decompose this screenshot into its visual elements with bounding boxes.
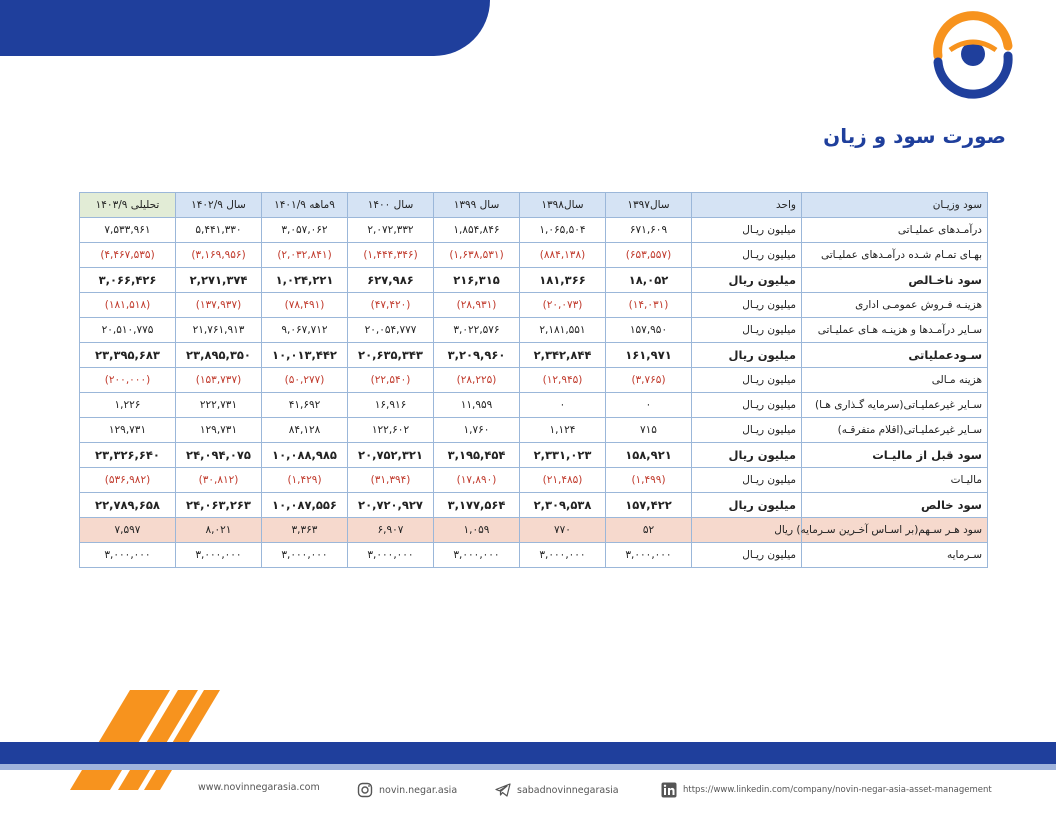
table-cell: (۳۰,۸۱۲) [176, 468, 262, 493]
column-header: سال ۱۴۰۰ [348, 193, 434, 218]
table-cell: ۴۱,۶۹۲ [262, 393, 348, 418]
table-cell: ۳,۰۰۰,۰۰۰ [434, 543, 520, 568]
table-cell: (۱۸۱,۵۱۸) [80, 293, 176, 318]
table-row [80, 368, 988, 393]
instagram-handle[interactable]: novin.negar.asia [379, 784, 458, 796]
table-cell: ۱۵۸,۹۲۱ [606, 443, 692, 468]
table-row [80, 293, 988, 318]
table-row [80, 268, 988, 293]
table-cell: ۸,۰۲۱ [176, 518, 262, 543]
table-row [80, 518, 988, 543]
table-cell: (۷۸,۴۹۱) [262, 293, 348, 318]
row-unit: میلیون ریـال [692, 368, 802, 393]
row-unit: میلیون ریال [692, 493, 802, 518]
page-title: صورت سود و زیان [823, 124, 1006, 148]
table-cell: ۲۲,۷۸۹,۶۵۸ [80, 493, 176, 518]
table-cell: ۱,۸۵۴,۸۴۶ [434, 218, 520, 243]
table-cell: (۲۸,۲۲۵) [434, 368, 520, 393]
telegram-icon [495, 782, 511, 798]
table-cell: ۲۳,۸۹۵,۳۵۰ [176, 343, 262, 368]
table-cell: ۲,۱۸۱,۵۵۱ [520, 318, 606, 343]
website-link[interactable]: www.novinnegarasia.com [198, 782, 320, 793]
table-cell: ۱,۰۶۵,۵۰۴ [520, 218, 606, 243]
table-cell: ۱۲۹,۷۳۱ [176, 418, 262, 443]
table-cell: ۶,۹۰۷ [348, 518, 434, 543]
table-cell: ۱۶۱,۹۷۱ [606, 343, 692, 368]
table-cell: ۲,۲۷۱,۳۷۴ [176, 268, 262, 293]
table-cell: (۱,۴۴۴,۳۴۶) [348, 243, 434, 268]
row-label: سـرمایه [802, 543, 988, 568]
table-cell: ۶۲۷,۹۸۶ [348, 268, 434, 293]
table-cell: ۱۶,۹۱۶ [348, 393, 434, 418]
table-cell: ۱۰,۰۱۳,۴۴۲ [262, 343, 348, 368]
table-cell: (۵۳۶,۹۸۲) [80, 468, 176, 493]
table-cell: (۲۲,۵۴۰) [348, 368, 434, 393]
table-cell: ۳,۰۲۲,۵۷۶ [434, 318, 520, 343]
table-cell: ۰ [606, 393, 692, 418]
table-cell: (۱,۶۳۸,۵۳۱) [434, 243, 520, 268]
footer-stripes-decoration [70, 690, 240, 790]
table-cell: ۳,۱۹۵,۴۵۴ [434, 443, 520, 468]
table-cell: ۳,۲۰۹,۹۶۰ [434, 343, 520, 368]
row-label: سود هـر سـهم(بر اسـاس آخـرین سـرمایه) ریال [802, 518, 988, 543]
table-cell: (۳۱,۳۹۴) [348, 468, 434, 493]
table-cell: ۱,۷۶۰ [434, 418, 520, 443]
footer-band-light [0, 764, 1056, 770]
instagram-icon [357, 782, 373, 798]
table-cell: ۲۴,۰۹۴,۰۷۵ [176, 443, 262, 468]
table-cell: (۸۸۴,۱۳۸) [520, 243, 606, 268]
table-cell: ۲۱,۷۶۱,۹۱۳ [176, 318, 262, 343]
table-cell: ۹,۰۶۷,۷۱۲ [262, 318, 348, 343]
table-cell: ۱۵۷,۴۲۲ [606, 493, 692, 518]
table-cell: ۷۱۵ [606, 418, 692, 443]
column-header: سال۱۳۹۷ [606, 193, 692, 218]
column-header: سود وزیـان [802, 193, 988, 218]
table-header-row [80, 193, 988, 218]
table-cell: ۸۴,۱۲۸ [262, 418, 348, 443]
row-unit: میلیون ریال [692, 268, 802, 293]
row-label: سود خالص [802, 493, 988, 518]
table-cell: ۱,۰۵۹ [434, 518, 520, 543]
row-unit: میلیون ریـال [692, 293, 802, 318]
income-statement-table [79, 192, 988, 568]
row-unit: میلیون ریـال [692, 218, 802, 243]
table-cell: (۶۵۳,۵۵۷) [606, 243, 692, 268]
table-cell: ۳,۰۰۰,۰۰۰ [176, 543, 262, 568]
column-header: سال ۱۳۹۹ [434, 193, 520, 218]
column-header: تحلیلی ۱۴۰۳/۹ [80, 193, 176, 218]
table-row [80, 393, 988, 418]
table-cell: (۲۸,۹۳۱) [434, 293, 520, 318]
table-cell: ۲,۰۷۲,۳۳۲ [348, 218, 434, 243]
table-cell: (۵۰,۲۷۷) [262, 368, 348, 393]
column-header: سال۱۳۹۸ [520, 193, 606, 218]
company-logo [930, 16, 1016, 92]
table-cell: ۲۲۲,۷۳۱ [176, 393, 262, 418]
table-cell: ۲,۳۰۹,۵۳۸ [520, 493, 606, 518]
table-row [80, 493, 988, 518]
footer [0, 776, 1056, 806]
table-row [80, 543, 988, 568]
table-row [80, 243, 988, 268]
table-cell: (۴,۴۶۷,۵۳۵) [80, 243, 176, 268]
table-cell: (۱۲,۹۴۵) [520, 368, 606, 393]
table-cell: ۳,۰۰۰,۰۰۰ [348, 543, 434, 568]
table-row [80, 418, 988, 443]
row-label: هزینه مـالی [802, 368, 988, 393]
row-unit: میلیون ریال [692, 443, 802, 468]
table-cell: ۰ [520, 393, 606, 418]
row-label: سـایر غیرعملیـاتی(اقلام متفرقـه) [802, 418, 988, 443]
column-header: ۹ماهه ۱۴۰۱/۹ [262, 193, 348, 218]
table-row [80, 468, 988, 493]
table-cell: ۳,۰۰۰,۰۰۰ [606, 543, 692, 568]
table-cell: ۱۲۹,۷۳۱ [80, 418, 176, 443]
table-cell: ۱۰,۰۸۷,۵۵۶ [262, 493, 348, 518]
table-cell: ۱۱,۹۵۹ [434, 393, 520, 418]
table-cell: (۱,۴۲۹) [262, 468, 348, 493]
row-unit: میلیون ریـال [692, 243, 802, 268]
row-label: هزینـه فـروش عمومـی اداری [802, 293, 988, 318]
row-unit: میلیون ریـال [692, 468, 802, 493]
row-unit: میلیون ریـال [692, 543, 802, 568]
table-cell: ۲۰,۶۳۵,۳۴۳ [348, 343, 434, 368]
table-cell: ۲۴,۰۶۳,۲۶۳ [176, 493, 262, 518]
table-cell: (۲۱,۴۸۵) [520, 468, 606, 493]
table-cell: ۳,۳۶۳ [262, 518, 348, 543]
table-cell: (۳,۱۶۹,۹۵۶) [176, 243, 262, 268]
table-cell: (۲۰۰,۰۰۰) [80, 368, 176, 393]
table-cell: ۲,۳۴۲,۸۴۴ [520, 343, 606, 368]
table-cell: (۱۷,۸۹۰) [434, 468, 520, 493]
row-label: سـودعملیاتی [802, 343, 988, 368]
table-cell: (۱۴,۰۳۱) [606, 293, 692, 318]
table-row [80, 443, 988, 468]
row-label: مالیـات [802, 468, 988, 493]
table-cell: ۳,۱۷۷,۵۶۴ [434, 493, 520, 518]
table-cell: (۲۰,۰۷۳) [520, 293, 606, 318]
column-header: واحد [692, 193, 802, 218]
table-cell: ۷۷۰ [520, 518, 606, 543]
footer-website[interactable] [198, 782, 320, 793]
table-body [80, 218, 988, 568]
table-cell: ۳,۰۰۰,۰۰۰ [262, 543, 348, 568]
table-cell: ۲,۳۳۱,۰۲۳ [520, 443, 606, 468]
table-cell: ۲۰,۰۵۴,۷۷۷ [348, 318, 434, 343]
table-cell: ۲۳,۳۹۵,۶۸۳ [80, 343, 176, 368]
table-cell: ۳,۰۰۰,۰۰۰ [520, 543, 606, 568]
footer-telegram[interactable] [495, 782, 619, 798]
table-cell: (۳,۷۶۵) [606, 368, 692, 393]
table-cell: ۱۰,۰۸۸,۹۸۵ [262, 443, 348, 468]
table-cell: (۴۷,۴۲۰) [348, 293, 434, 318]
table-cell: ۱۲۲,۶۰۲ [348, 418, 434, 443]
table-cell: ۱۸,۰۵۲ [606, 268, 692, 293]
table-cell: ۳,۰۶۶,۴۲۶ [80, 268, 176, 293]
table-row [80, 343, 988, 368]
table-cell: (۱,۴۹۹) [606, 468, 692, 493]
table-cell: ۲۱۶,۳۱۵ [434, 268, 520, 293]
row-label: سـایر درآمـدها و هزینـه هـای عملیـاتی [802, 318, 988, 343]
table-cell: ۲۰,۷۵۲,۳۲۱ [348, 443, 434, 468]
table-cell: ۲۳,۳۲۶,۶۴۰ [80, 443, 176, 468]
table-cell: ۳,۰۵۷,۰۶۲ [262, 218, 348, 243]
row-unit: میلیون ریـال [692, 318, 802, 343]
row-label: بهـای تمـام شـده درآمـدهای عملیـاتی [802, 243, 988, 268]
table-cell: ۷,۵۹۷ [80, 518, 176, 543]
footer-linkedin[interactable] [661, 782, 992, 798]
table-cell: (۱۳۷,۹۳۷) [176, 293, 262, 318]
table-cell: (۲,۰۳۲,۸۴۱) [262, 243, 348, 268]
table-cell: ۱۸۱,۳۶۶ [520, 268, 606, 293]
table-cell: ۵۲ [606, 518, 692, 543]
row-label: سـایر غیرعملیـاتی(سرمایه گـذاری هـا) [802, 393, 988, 418]
row-unit: میلیون ریال [692, 343, 802, 368]
table-cell: ۳,۰۰۰,۰۰۰ [80, 543, 176, 568]
table-cell: ۶۷۱,۶۰۹ [606, 218, 692, 243]
row-label: سود قبل از مالیـات [802, 443, 988, 468]
footer-instagram[interactable] [357, 782, 457, 798]
table-cell: ۵,۴۴۱,۳۳۰ [176, 218, 262, 243]
linkedin-link[interactable]: https://www.linkedin.com/company/novin-negar-asia-asset-management [683, 785, 992, 795]
table-cell: ۲۰,۵۱۰,۷۷۵ [80, 318, 176, 343]
telegram-handle[interactable]: sabadnovinnegarasia [517, 784, 619, 796]
row-unit: میلیون ریـال [692, 393, 802, 418]
income-statement-table-wrapper [79, 192, 987, 568]
table-cell: ۷,۵۳۳,۹۶۱ [80, 218, 176, 243]
table-cell: ۲۰,۷۲۰,۹۲۷ [348, 493, 434, 518]
linkedin-icon [661, 782, 677, 798]
table-cell: ۱,۲۲۶ [80, 393, 176, 418]
row-unit: میلیون ریـال [692, 418, 802, 443]
header-decoration [0, 0, 490, 56]
table-row [80, 318, 988, 343]
table-cell: ۱۵۷,۹۵۰ [606, 318, 692, 343]
table-cell: ۱,۱۲۴ [520, 418, 606, 443]
table-row [80, 218, 988, 243]
table-cell: ۱,۰۲۴,۲۲۱ [262, 268, 348, 293]
table-cell: (۱۵۳,۷۳۷) [176, 368, 262, 393]
row-label: سود ناخـالص [802, 268, 988, 293]
column-header: سال ۱۴۰۲/۹ [176, 193, 262, 218]
row-label: درآمـدهای عملیـاتی [802, 218, 988, 243]
